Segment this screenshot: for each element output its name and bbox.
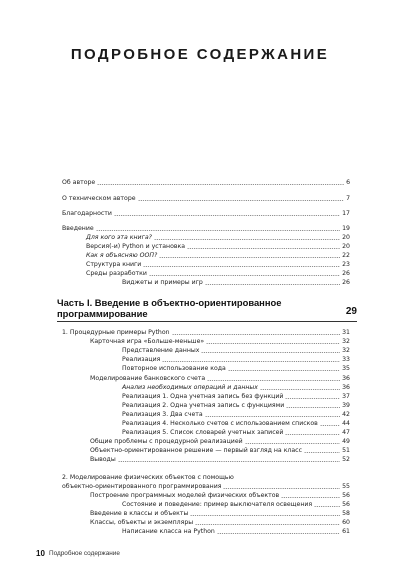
toc-entry-page: 42 [342,411,350,418]
toc-entry-acknowledgements[interactable] [62,209,350,218]
toc-entry-label: Реализация 2. Одна учетная запись с функциями [122,402,285,409]
dot-leader [285,398,340,399]
toc-entry-label: Реализация 4. Несколько счетов с использованием списков [122,420,318,427]
dot-leader [207,380,340,381]
toc-entry-page: 58 [342,510,350,517]
toc-entry-label: Реализация 5. Список словарей учетных записей [122,429,284,436]
dot-leader [96,230,340,231]
dot-leader [149,275,340,276]
toc-entry-label: Реализация 1. Одна учетная запись без функций [122,393,284,400]
toc-entry-page: 51 [342,447,350,454]
toc-entry-page: 31 [342,329,350,336]
toc-entry-light-switch[interactable] [122,500,350,509]
dot-leader [201,352,340,353]
dot-leader [205,416,340,417]
part-page: 29 [345,306,357,317]
dot-leader [97,184,344,185]
toc-entry-page: 19 [342,225,350,232]
toc-entry-label: Моделирование банковского счета [90,375,206,382]
toc-entry-page: 35 [342,365,350,372]
toc-entry-page: 6 [346,179,350,186]
toc-entry-page: 55 [342,483,350,490]
toc-entry-data-representation[interactable] [122,346,350,355]
toc-entry-card-game[interactable] [90,337,350,346]
toc-entry-label: Написание класса на Python [122,528,215,535]
dot-leader [118,461,340,462]
dot-leader [154,239,340,240]
toc-entry-who-for[interactable] [86,233,350,242]
toc-entry-label: 1. Процедурные примеры Python [62,329,170,336]
toc-entry-page: 32 [342,338,350,345]
toc-entry-python-versions[interactable] [86,242,350,251]
toc-entry-label: Структура книги [86,261,142,268]
toc-entry-book-structure[interactable] [86,260,350,269]
toc-entry-page: 61 [342,528,350,535]
toc-entry-label: Об авторе [62,179,96,186]
dot-leader [143,266,340,267]
dot-leader [159,257,340,258]
toc-entry-page: 7 [346,195,350,202]
toc-entry-label: Анализ необходимых операций и данных [122,384,258,391]
toc-entry-about-author[interactable] [62,178,350,187]
toc-entry-oo-solution[interactable] [90,446,350,455]
toc-entry-writing-class[interactable] [122,527,350,536]
toc-entry-label: Выводы [90,456,116,463]
toc-entry-page: 37 [342,393,350,400]
toc-entry-label: Как я объясняю ООП? [86,252,158,259]
toc-entry-implementation[interactable] [122,355,350,364]
part-title-line2: программирование [57,308,148,319]
toc-entry-label: Среды разработки [86,270,147,277]
toc-entry-bank-account[interactable] [90,374,350,383]
toc-entry-page: 33 [342,356,350,363]
toc-entry-page: 56 [342,492,350,499]
dot-leader [172,334,341,335]
dot-leader [217,533,340,534]
toc-entry-how-explain-oop[interactable] [86,251,350,260]
toc-entry-page: 56 [342,501,350,508]
toc-entry-label: Построение программных моделей физических объектов [90,492,280,499]
toc-chapter-2[interactable] [62,482,350,491]
toc-entry-impl-2[interactable] [122,401,350,410]
toc-entry-page: 49 [342,438,350,445]
toc-entry-impl-3[interactable] [122,410,350,419]
toc-entry-page: 17 [342,210,350,217]
footer-running-title: Подробное содержание [49,550,120,557]
part-divider [57,321,357,322]
toc-entry-label: Представление данных [122,347,200,354]
toc-chapter-2-line1[interactable]: 2. Моделирование физических объектов с помощью [62,474,234,481]
toc-entry-page: 20 [342,243,350,250]
toc-entry-label: Благодарности [62,210,112,217]
toc-entry-page: 26 [342,279,350,286]
toc-entry-page: 39 [342,402,350,409]
toc-entry-page: 44 [342,420,350,427]
toc-entry-page: 23 [342,261,350,268]
part-title[interactable] [57,297,297,319]
dot-leader [190,515,340,516]
toc-entry-label: Для кого эта книга? [86,234,152,241]
toc-entry-label: Версия(-и) Python и установка [86,243,186,250]
dot-leader [314,506,340,507]
dot-leader [223,488,340,489]
toc-entry-label: Реализация [122,356,161,363]
toc-entry-page: 36 [342,384,350,391]
dot-leader [162,361,340,362]
dot-leader [195,524,340,525]
toc-entry-page: 47 [342,429,350,436]
toc-entry-widgets[interactable] [122,278,350,287]
dot-leader [206,343,340,344]
dot-leader [320,425,340,426]
footer-page-number: 10 [36,549,45,558]
toc-entry-page: 20 [342,234,350,241]
toc-chapter-1[interactable] [62,328,350,337]
toc-entry-introduction[interactable] [62,224,350,233]
dot-leader [304,452,340,453]
toc-entry-common-problems[interactable] [90,437,350,446]
toc-entry-conclusions[interactable] [90,455,350,464]
toc-entry-label: Реализация 3. Два счета [122,411,203,418]
toc-entry-label: Объектно-ориентированное решение — первый взгляд на класс [90,447,302,454]
toc-entry-label: Состояние и поведение: пример выключателя освещения [122,501,313,508]
dot-leader [187,248,340,249]
toc-entry-impl-5[interactable] [122,428,350,437]
dot-leader [245,443,340,444]
toc-entry-classes-intro[interactable] [90,509,350,518]
dot-leader [114,215,340,216]
toc-entry-tech-author[interactable] [62,194,350,203]
toc-entry-label: О техническом авторе [62,195,136,202]
toc-entry-dev-env[interactable] [86,269,350,278]
part-title-line1: Часть I. Введение в объектно-ориентированное [57,297,282,308]
toc-entry-page: 22 [342,252,350,259]
dot-leader [281,497,340,498]
toc-entry-label: Карточная игра «Больше-меньше» [90,338,205,345]
toc-entry-label: Введение в классы и объекты [90,510,189,517]
toc-entry-label: Виджеты и примеры игр [122,279,203,286]
toc-entry-code-reuse[interactable] [122,364,350,373]
dot-leader [260,389,340,390]
toc-entry-page: 26 [342,270,350,277]
toc-entry-label: Введение [62,225,94,232]
page-title: ПОДРОБНОЕ СОДЕРЖАНИЕ [70,46,330,63]
toc-entry-impl-1[interactable] [122,392,350,401]
toc-entry-label: объектно-ориентированного программирования [62,483,222,490]
toc-entry-page: 60 [342,519,350,526]
dot-leader [228,370,340,371]
toc-entry-label: Общие проблемы с процедурной реализацией [90,438,243,445]
toc-entry-impl-4[interactable] [122,419,350,428]
toc-entry-label: Классы, объекты и экземпляры [90,519,194,526]
dot-leader [205,284,340,285]
dot-leader [286,407,340,408]
dot-leader [138,200,345,201]
toc-entry-label: Повторное использование кода [122,365,226,372]
dot-leader [285,434,340,435]
toc-entry-page: 52 [342,456,350,463]
toc-entry-physical-models[interactable] [90,491,350,500]
toc-entry-page: 32 [342,347,350,354]
toc-entry-classes-objects[interactable] [90,518,350,527]
toc-entry-page: 36 [342,375,350,382]
toc-entry-analysis[interactable] [122,383,350,392]
